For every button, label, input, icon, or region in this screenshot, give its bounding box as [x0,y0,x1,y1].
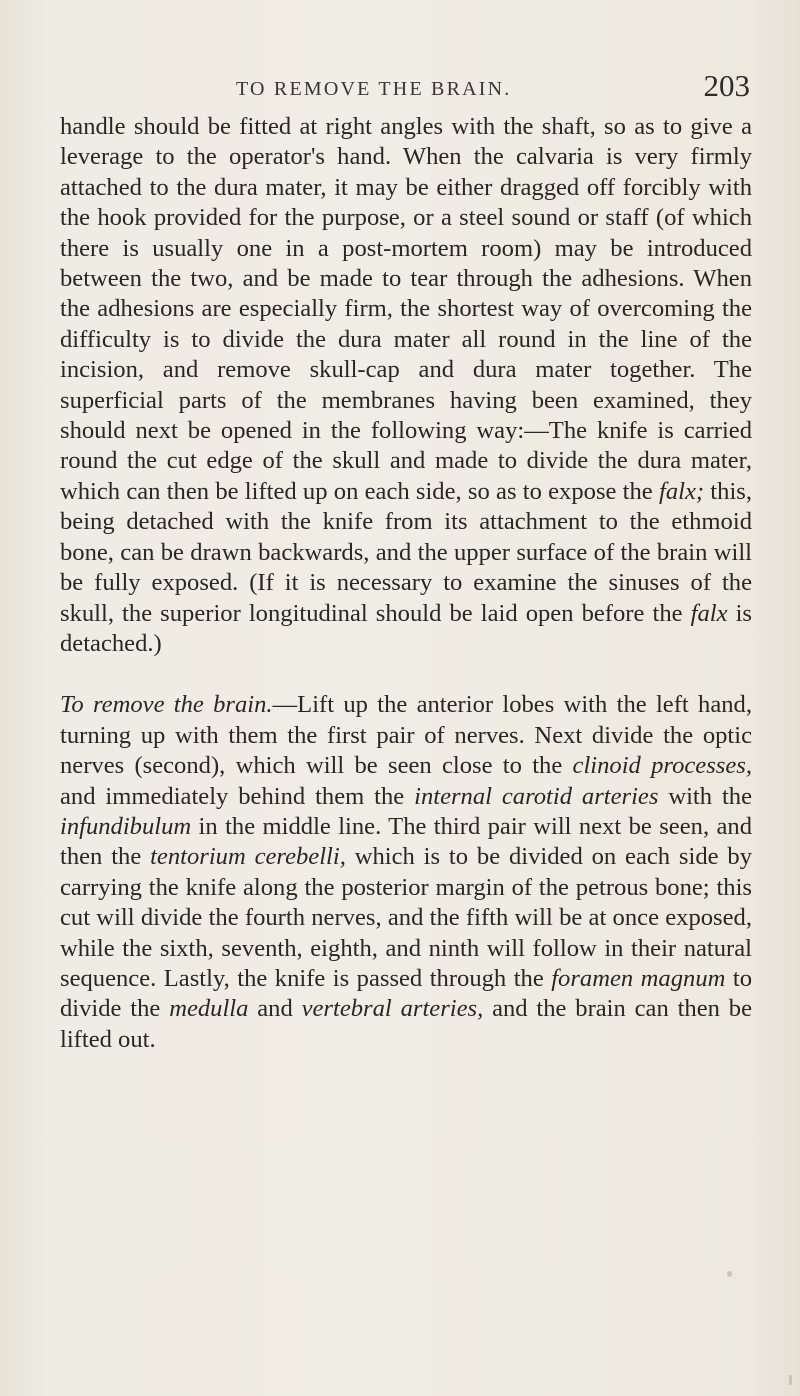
paragraph-calvaria-removal [60,112,752,659]
paragraph-text: in the middle line. The third pair will next be seen, and then the [60,812,752,871]
paragraph-remove-brain [60,690,752,1055]
term-tentorium: tentorium cerebelli, [150,843,346,871]
term-medulla: medulla [169,995,249,1023]
running-head: TO REMOVE THE BRAIN. [236,78,512,100]
page-header [60,68,750,114]
term-falx: falx; [658,477,705,505]
term-falx: falx [690,599,728,627]
paragraph-text: and [248,995,302,1023]
term-vertebral-arteries: vertebral arteries, [301,995,484,1023]
paragraph-text: and immediately behind them the [60,782,415,810]
paragraph-text: is detached.) [60,599,752,657]
section-heading: To remove the brain. [60,691,273,719]
term-clinoid-processes: clinoid processes, [572,752,752,780]
paragraph-text: to divide the [60,964,752,1023]
paragraph-text: which is to be divided on each side by carrying the knife along the posterior margin of the petrous bone; this cut will divide the fourth nerves, and the fifth will be at once exposed, while the sixth, seventh, eighth, and ninth will follow in their natural sequence. Lastly, the knife is passed through the [60,843,752,992]
term-foramen-magnum: foramen magnum [551,964,726,992]
page-number: 203 [703,68,750,103]
paragraph-text: with the [658,782,753,810]
paragraph-text: —Lift up the anterior lobes with the left hand, turning up with them the first pair of nerves. Next divide the optic nerves (second), which will be seen close to the [60,691,752,780]
paragraph-text: this, being detached with the knife from its attachment to the ethmoid bone, can be drawn backwards, and the upper surface of the brain will be fully exposed. (If it is necessary to examine the sinuses of the skull, the superior longitudinal should be laid open before the [60,477,752,627]
term-internal-carotid: internal carotid arteries [414,782,659,810]
paper-speck [727,1271,732,1277]
term-infundibulum: infundibulum [60,812,192,840]
paragraph-text: and the brain can then be lifted out. [60,995,752,1053]
paragraph-text: handle should be fitted at right angles with the shaft, so as to give a leverage to the operator's hand. When the calvaria is very firmly attached to the dura mater, it may be either dragged off forcibly with the hook provided for the purpose, or a steel sound or staff (of which there is usually one in a post-mortem room) may be introduced between the two, and be made to tear through the adhesions. When the adhesions are especially firm, the shortest way of overcoming the difficulty is to divide the dura mater all round in the line of the incision, and remove skull-cap and dura mater together. The superficial parts of the membranes having been examined, they should next be opened in the following way:—The knife is carried round the cut edge of the skull and made to divide the dura mater, which can then be lifted up on each side, so as to expose the [60,113,752,505]
paper-speck [789,1375,792,1385]
body-text [60,112,752,1055]
